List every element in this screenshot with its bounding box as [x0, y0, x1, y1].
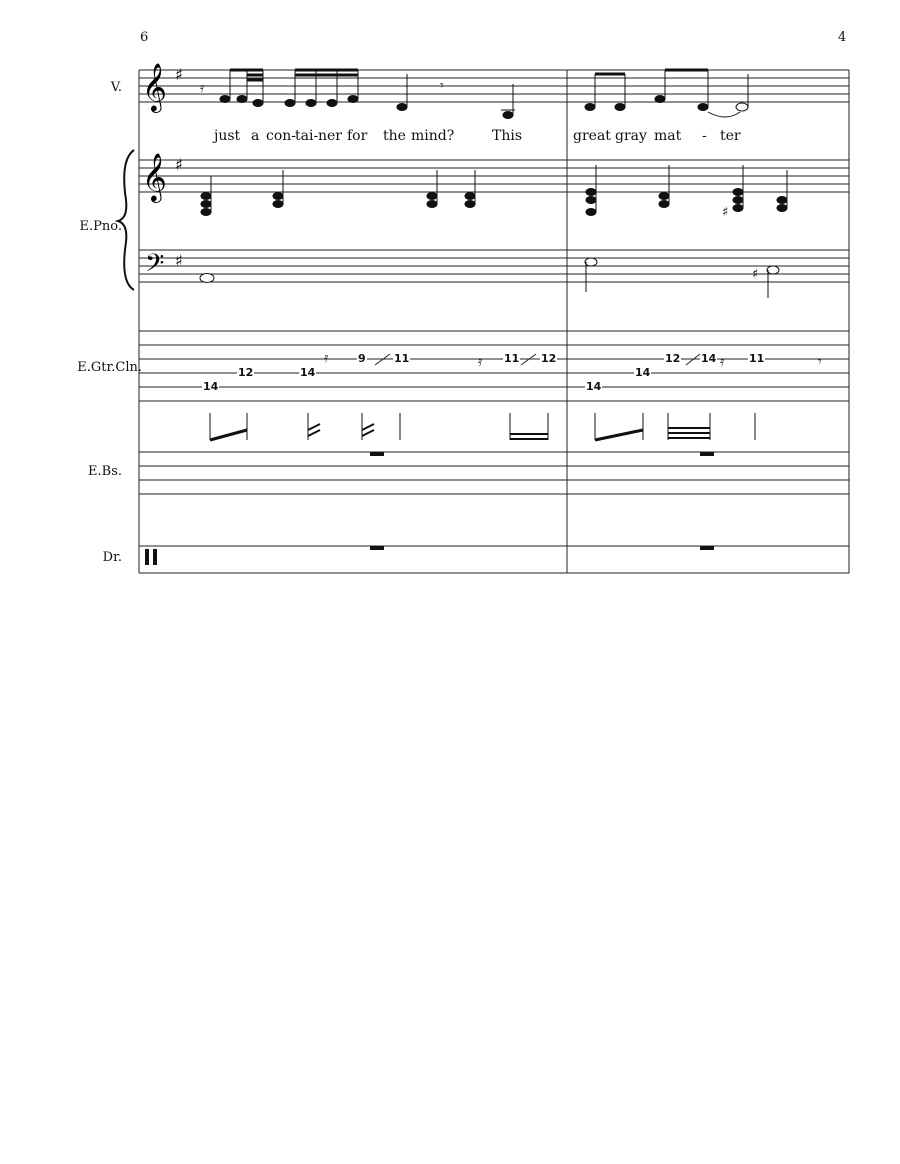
piano-bass-staff	[139, 250, 849, 282]
lyric-syllable: just	[214, 128, 241, 144]
svg-text:♯: ♯	[752, 267, 759, 282]
tab-fret-number: 12	[541, 352, 557, 365]
lyric-syllable: mind?	[411, 128, 455, 144]
svg-text:𝄿: 𝄿	[200, 80, 205, 96]
svg-text:♯: ♯	[722, 205, 729, 220]
treble-clef-icon: 𝄞	[142, 62, 167, 111]
lyric-syllable: great	[573, 128, 611, 144]
tab-fret-number: 12	[665, 352, 681, 365]
lyric-syllable: tai-	[295, 128, 319, 144]
lyric-syllable: for	[347, 128, 368, 144]
tab-fret-number: 14	[701, 352, 717, 365]
piano-chords	[200, 165, 787, 298]
whole-rest-icon	[370, 452, 384, 456]
svg-text:𝄿: 𝄿	[478, 354, 483, 370]
lyric-syllable: gray	[615, 128, 647, 144]
tab-fret-number: 11	[504, 352, 520, 365]
tab-fret-number: 14	[203, 380, 219, 393]
svg-text:𝄿: 𝄿	[324, 350, 329, 366]
tab-fret-number: 14	[635, 366, 651, 379]
tab-fret-number: 12	[238, 366, 254, 379]
tab-rhythm	[210, 413, 755, 440]
sharp-icon: ♯	[175, 155, 183, 174]
lyric-syllable: mat	[654, 128, 682, 144]
instrument-label-electric-guitar: E.Gtr.Cln.	[77, 360, 142, 375]
bass-clef-icon: 𝄢	[145, 249, 165, 284]
lyric-syllable: This	[492, 128, 523, 144]
sharp-icon: ♯	[175, 251, 183, 270]
whole-rest-icon	[370, 546, 384, 550]
svg-text:𝄾: 𝄾	[440, 78, 444, 94]
tab-fret-number: 11	[749, 352, 765, 365]
drum-staff	[139, 546, 849, 573]
tab-fret-number: 14	[300, 366, 316, 379]
instrument-label-electric-piano: E.Pno.	[79, 219, 122, 234]
lyric-syllable: ter	[720, 128, 741, 144]
measure-number: 6	[140, 30, 149, 45]
svg-text:𝄾: 𝄾	[818, 354, 822, 370]
treble-clef-icon: 𝄞	[142, 152, 167, 201]
lyric-syllable: a	[251, 128, 260, 144]
percussion-clef-icon	[145, 549, 157, 565]
brace-icon	[118, 150, 134, 290]
lyric-syllable: con-	[266, 128, 297, 144]
whole-rest-icon	[700, 546, 714, 550]
instrument-label-drums: Dr.	[102, 550, 122, 565]
electric-bass-tab-staff	[139, 452, 849, 494]
lyric-hyphen: -	[702, 128, 707, 144]
tab-fret-number: 11	[394, 352, 410, 365]
lyric-syllable: ner	[318, 128, 342, 144]
svg-text:𝄿: 𝄿	[720, 354, 725, 370]
whole-rest-icon	[700, 452, 714, 456]
tab-fret-number: 9	[358, 352, 366, 365]
sharp-icon: ♯	[175, 65, 183, 84]
page-number: 4	[838, 30, 847, 45]
lyric-syllable: the	[383, 128, 406, 144]
instrument-label-electric-bass: E.Bs.	[88, 464, 122, 479]
instrument-label-voice: V.	[110, 80, 122, 95]
tab-fret-number: 14	[586, 380, 602, 393]
